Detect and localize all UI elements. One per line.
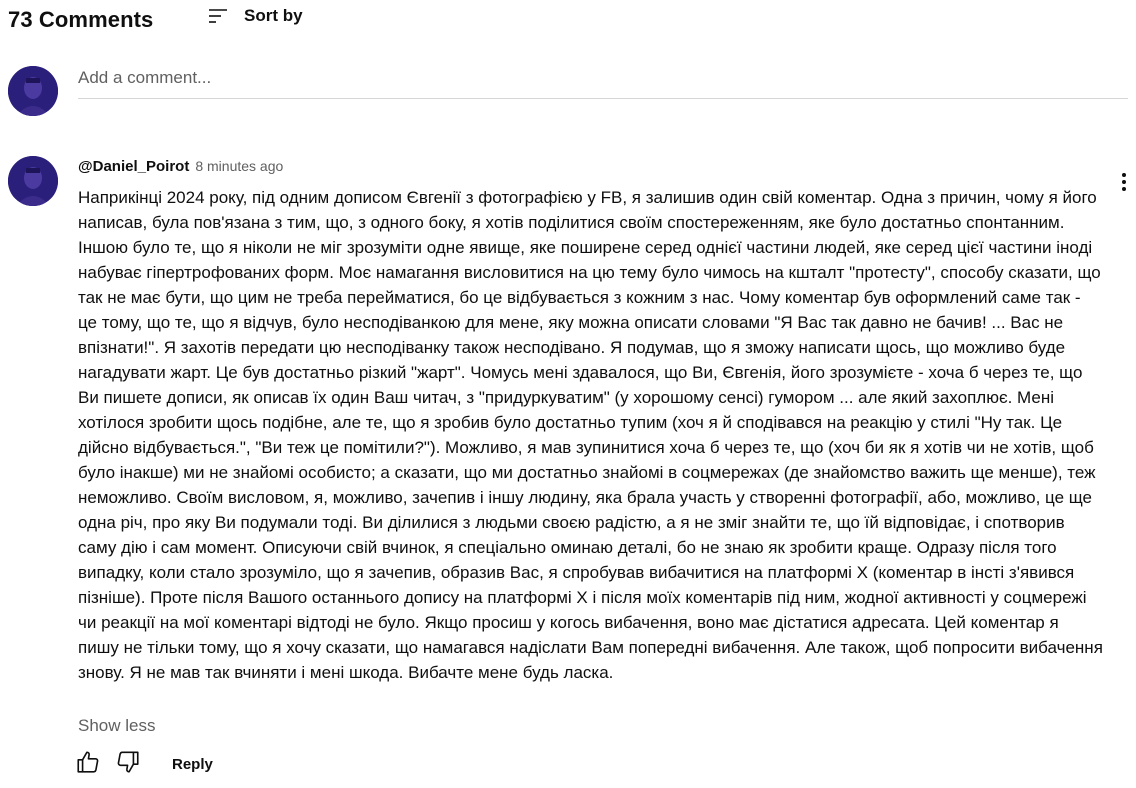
comment-timestamp[interactable]: 8 minutes ago [195, 158, 284, 174]
current-user-avatar[interactable] [8, 66, 58, 116]
reply-button[interactable]: Reply [172, 755, 213, 773]
sort-by-button[interactable] [206, 4, 303, 28]
comments-header [8, 4, 153, 36]
more-vert-icon[interactable] [1112, 170, 1136, 194]
thumbs-up-icon [75, 749, 101, 780]
add-comment-box[interactable] [78, 68, 1128, 99]
sort-by-label: Sort by [244, 6, 303, 25]
comment-meta [78, 158, 283, 175]
add-comment-input[interactable] [78, 68, 1128, 88]
sort-icon [206, 4, 230, 28]
show-less-button[interactable]: Show less [78, 716, 156, 735]
thumbs-down-icon [115, 749, 141, 780]
dislike-button[interactable] [114, 750, 142, 778]
like-button[interactable] [74, 750, 102, 778]
avatar[interactable] [8, 156, 58, 206]
comment-author[interactable]: @Daniel_Poirot [78, 158, 190, 175]
comment-count: 73 Comments [8, 7, 154, 32]
comment-actions [74, 750, 213, 778]
comment-text: Наприкінці 2024 року, під одним дописом Євгенії з фотографією у FB, я залишив один свій коментар. Одна з причин, чому я його написав, була пов'язана з тим, що, з одного боку, я хотів поділитися своїм спостереженням, яке було достатньо спонтанним. Іншою було те, що я ніколи не міг зрозуміти одне явище, яке поширене серед однієї частини людей, яке серед цієї частини іноді набуває гіпертрофованих форм. Моє намагання висловитися на цю тему було чимось на кшталт "протесту", способу сказати, що так не має бути, що цим не треба перейматися, бо це відбувається з кожним з нас. Чому коментар був оформлений саме так - це тому, що те, що я відчув, було несподіванкою для мене, яку можна описати словами "Я Вас так давно не бачив! ... Вас не впізнати!". Я захотів передати цю несподіванку також несподівано. Я подумав, що я зможу написати щось, що можливо буде нагадувати жарт. Це був достатньо різкий "жарт". Чомусь мені здавалося, що Ви, Євгенія, його зрозумієте - хоча б через те, що Ви пишете дописи, як описав їх один Ваш читач, з "придуркуватим" (у хорошому сенсі) гумором ... але який захоплює. Мені хотілося зробити щось подібне, але те, що я зробив було достатньо тупим (хоч я й сподівався на реакцію у стилі "Ну так. Це дійсно відбувається.", "Ви теж це помітили?"). Можливо, я мав зупинитися хоча б через те, що (хоч би як я хотів чи не хотів, щоб було інакше) ми не знайомі особисто; а сказати, що ми достатньо знайомі в соцмережах (де знайомство важить ще менше), теж неможливо. Своїм висловом, я, можливо, зачепив і іншу людину, яка брала участь у створенні фотографії, або, можливо, це ще одна річ, про яку Ви подумали тоді. Ви ділилися з людьми своєю радістю, а я не зміг знайти те, що їй відповідає, і спотворив саму дію і сам момент. Описуючи свій вчинок, я спеціально оминаю деталі, бо не знаю як зробити краще. Одразу після того випадку, коли стало зрозуміло, що я зачепив, образив Вас, я спробував вибачитися на платформі X (коментар в інсті з'явився пізніше). Проте після Вашого останнього допису на платформі X і після моїх коментарів під ним, жодної активності у соцмережі чи реакції на мої коментарі відтоді не було. Якщо просиш у когось вибачення, воно має дістатися адресата. Цей коментар я пишу не тільки тому, що я хочу сказати, що намагався надіслати Вам попередні вибачення. Але також, щоб попросити вибачення знову. Я не мав так вчиняти і мені шкода. Вибачте мене будь ласка. [78, 188, 1103, 682]
